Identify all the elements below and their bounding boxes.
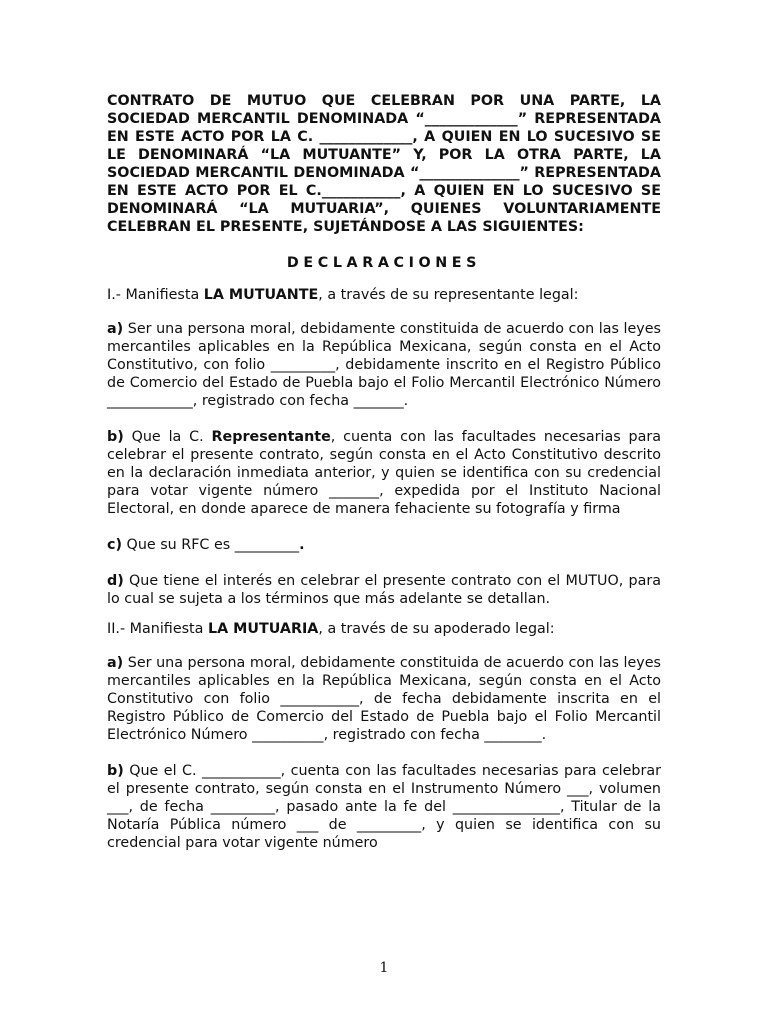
- document-page: [107, 92, 661, 870]
- clause-text: Ser una persona moral, debidamente constituida de acuerdo con las leyes mercantiles aplicables en la República Mexicana, según consta en el Acto Constitutivo con folio ___________, de fecha debidamente inscrita en el Registro Público de Comercio del Estado de Puebla bajo el Folio Mercantil Electrónico Número __________, registrado con fecha ________.: [107, 655, 661, 743]
- section1-intro: [107, 286, 661, 304]
- clause-text: , cuenta con las facultades necesarias para celebrar el presente contrato, según consta en el Acto Constitutivo descrito en la declaración inmediata anterior, y quien se identifica con su credencial para votar vigente número _______, expedida por el Instituto Nacional Electoral, en donde aparece de manera fehaciente su fotografía y firma: [107, 429, 661, 517]
- section1-clause-d: [107, 572, 661, 608]
- clause-label: c): [107, 537, 123, 553]
- section1-party-name: LA MUTUANTE: [203, 287, 319, 303]
- section2-party-name: LA MUTUARIA: [207, 621, 319, 637]
- clause-label: a): [107, 655, 124, 671]
- clause-text-prefix: Que la C.: [123, 429, 212, 445]
- clause-label: a): [107, 321, 124, 337]
- clause-text: Que tiene el interés en celebrar el presente contrato con el MUTUO, para lo cual se sujeta a los términos que más adelante se detallan.: [107, 573, 661, 607]
- section2-clause-b: [107, 762, 661, 852]
- section2-intro: [107, 620, 661, 638]
- section1-clause-a: [107, 320, 661, 410]
- section1-intro-prefix: I.- Manifiesta: [107, 287, 204, 303]
- section1-intro-suffix: , a través de su representante legal:: [318, 287, 579, 303]
- clause-text: Ser una persona moral, debidamente constituida de acuerdo con las leyes mercantiles aplicables en la República Mexicana, según consta en el Acto Constitutivo, con folio _________, debidamente inscrito en el Registro Público de Comercio del Estado de Puebla bajo el Folio Mercantil Electrónico Número ____________, registrado con fecha _______.: [107, 321, 661, 409]
- section2-intro-suffix: , a través de su apoderado legal:: [318, 621, 555, 637]
- section1-clause-b: [107, 428, 661, 518]
- clause-label: b): [107, 763, 124, 779]
- contract-title: CONTRATO DE MUTUO QUE CELEBRAN POR UNA PARTE, LA SOCIEDAD MERCANTIL DENOMINADA “_____________” REPRESENTADA EN ESTE ACTO POR LA C. _____________, A QUIEN EN LO SUCESIVO SE LE DENOMINARÁ “LA MUTUANTE” Y, POR LA OTRA PARTE, LA SOCIEDAD MERCANTIL DENOMINADA “______________” REPRESENTADA EN ESTE ACTO POR EL C.___________, A QUIEN EN LO SUCESIVO SE DENOMINARÁ “LA MUTUARIA”, QUIENES VOLUNTARIAMENTE CELEBRAN EL PRESENTE, SUJETÁNDOSE A LAS SIGUIENTES:: [107, 93, 661, 235]
- declarations-heading: DECLARACIONES: [286, 255, 482, 271]
- clause-label: d): [107, 573, 124, 589]
- section2-clause-a: [107, 654, 661, 744]
- clause-bold-term: Representante: [211, 429, 331, 445]
- page-number: 1: [379, 960, 389, 976]
- section2-intro-prefix: II.- Manifiesta: [107, 621, 208, 637]
- section1-clause-c: [107, 536, 661, 554]
- clause-text: Que el C. ___________, cuenta con las facultades necesarias para celebrar el presente contrato, según consta en el Instrumento Número ___, volumen ___, de fecha _________, pasado ante la fe del _______________, Titular de la Notaría Pública número ___ de _________, y quien se identifica con su credencial para votar vigente número: [107, 763, 661, 851]
- clause-label: b): [107, 429, 124, 445]
- clause-text: Que su RFC es _________: [122, 537, 300, 553]
- clause-end-mark: .: [299, 537, 305, 553]
